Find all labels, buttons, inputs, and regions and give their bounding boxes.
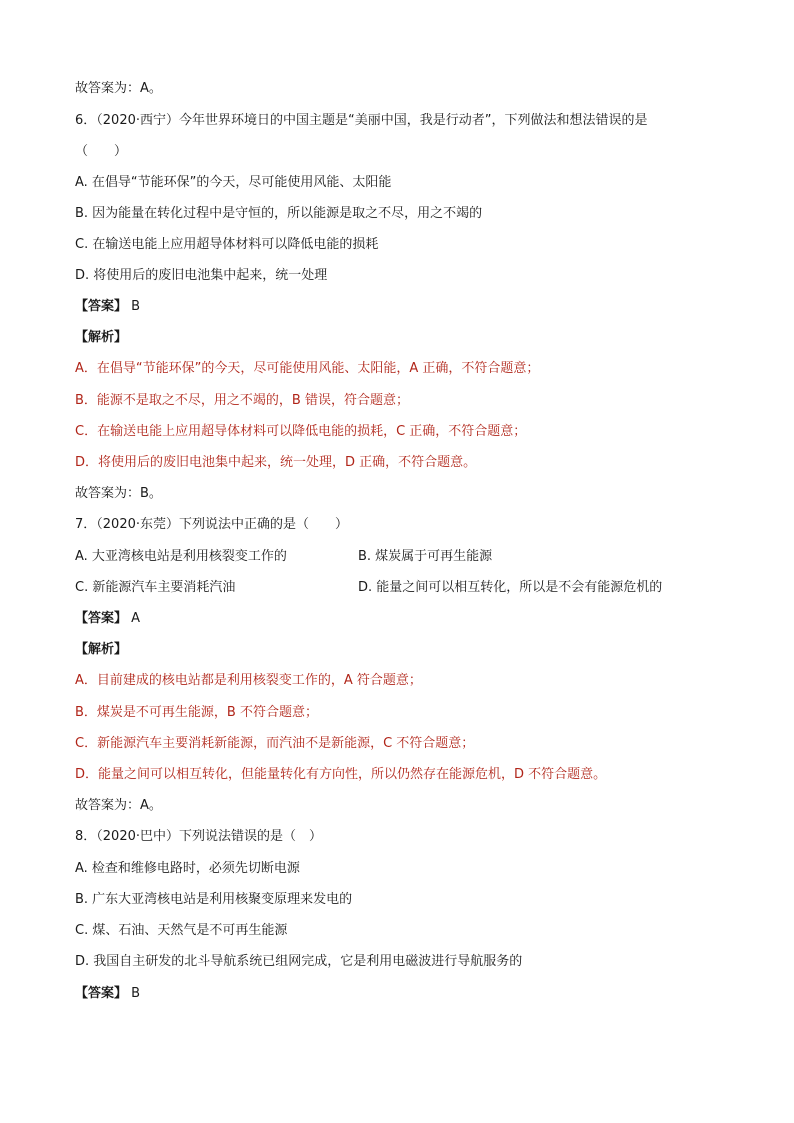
q8-option-c: C. 煤、石油、天然气是不可再生能源	[75, 923, 288, 938]
q8-answer	[75, 985, 140, 1003]
answer-label: 【答案】	[75, 986, 128, 1001]
answer-label: 【答案】	[75, 611, 128, 626]
q6-analysis-label: 【解析】	[75, 330, 128, 345]
q6-answer	[75, 298, 140, 316]
q7-analysis-c: C．新能源汽车主要消耗新能源，而汽油不是新能源，C 不符合题意；	[75, 736, 475, 751]
q6-analysis-b: B．能源不是取之不尽，用之不竭的，B 错误，符合题意；	[75, 393, 409, 408]
conclusion-prev: 故答案为：A。	[75, 81, 162, 96]
q8-option-a: A. 检查和维修电路时，必须先切断电源	[75, 861, 300, 876]
q7-analysis-b: B．煤炭是不可再生能源，B 不符合题意；	[75, 705, 318, 720]
answer-value: B	[131, 299, 141, 314]
q6-paren: （ ）	[75, 144, 128, 159]
q6-conclusion: 故答案为：B。	[75, 486, 162, 501]
q6-analysis-a: A．在倡导“节能环保”的今天，尽可能使用风能、太阳能，A 正确，不符合题意；	[75, 361, 540, 376]
q6-option-a: A. 在倡导“节能环保”的今天，尽可能使用风能、太阳能	[75, 175, 392, 190]
q8-option-d: D. 我国自主研发的北斗导航系统已组网完成，它是利用电磁波进行导航服务的	[75, 954, 523, 969]
q7-analysis-a: A．目前建成的核电站都是利用核裂变工作的，A 符合题意；	[75, 673, 422, 688]
answer-value: B	[131, 986, 141, 1001]
q6-option-d: D. 将使用后的废旧电池集中起来，统一处理	[75, 268, 328, 283]
q8-option-b: B. 广东大亚湾核电站是利用核聚变原理来发电的	[75, 892, 353, 907]
q7-conclusion: 故答案为：A。	[75, 798, 162, 813]
q6-option-c: C. 在输送电能上应用超导体材料可以降低电能的损耗	[75, 237, 379, 252]
q7-answer	[75, 610, 140, 628]
q6-option-b: B. 因为能量在转化过程中是守恒的，所以能源是取之不尽，用之不竭的	[75, 206, 483, 221]
answer-label: 【答案】	[75, 299, 128, 314]
q7-option-b: B. 煤炭属于可再生能源	[358, 549, 493, 564]
q6-analysis-c: C．在输送电能上应用超导体材料可以降低电能的损耗，C 正确，不符合题意；	[75, 424, 527, 439]
q6-stem: 6．（2020·西宁）今年世界环境日的中国主题是“美丽中国，我是行动者”，下列做法和想法错误的是	[75, 113, 648, 128]
q7-stem: 7．（2020·东莞）下列说法中正确的是（ ）	[75, 517, 348, 532]
q8-stem: 8．（2020·巴中）下列说法错误的是（ ）	[75, 829, 322, 844]
q6-analysis-d: D．将使用后的废旧电池集中起来，统一处理，D 正确，不符合题意。	[75, 455, 477, 470]
q7-option-a: A. 大亚湾核电站是利用核裂变工作的	[75, 549, 287, 564]
q7-option-c: C. 新能源汽车主要消耗汽油	[75, 580, 236, 595]
answer-value: A	[131, 611, 141, 626]
q7-analysis-d: D．能量之间可以相互转化，但能量转化有方向性，所以仍然存在能源危机，D 不符合题意。	[75, 767, 607, 782]
q7-analysis-label: 【解析】	[75, 642, 128, 657]
q7-option-d: D. 能量之间可以相互转化，所以是不会有能源危机的	[358, 580, 663, 595]
